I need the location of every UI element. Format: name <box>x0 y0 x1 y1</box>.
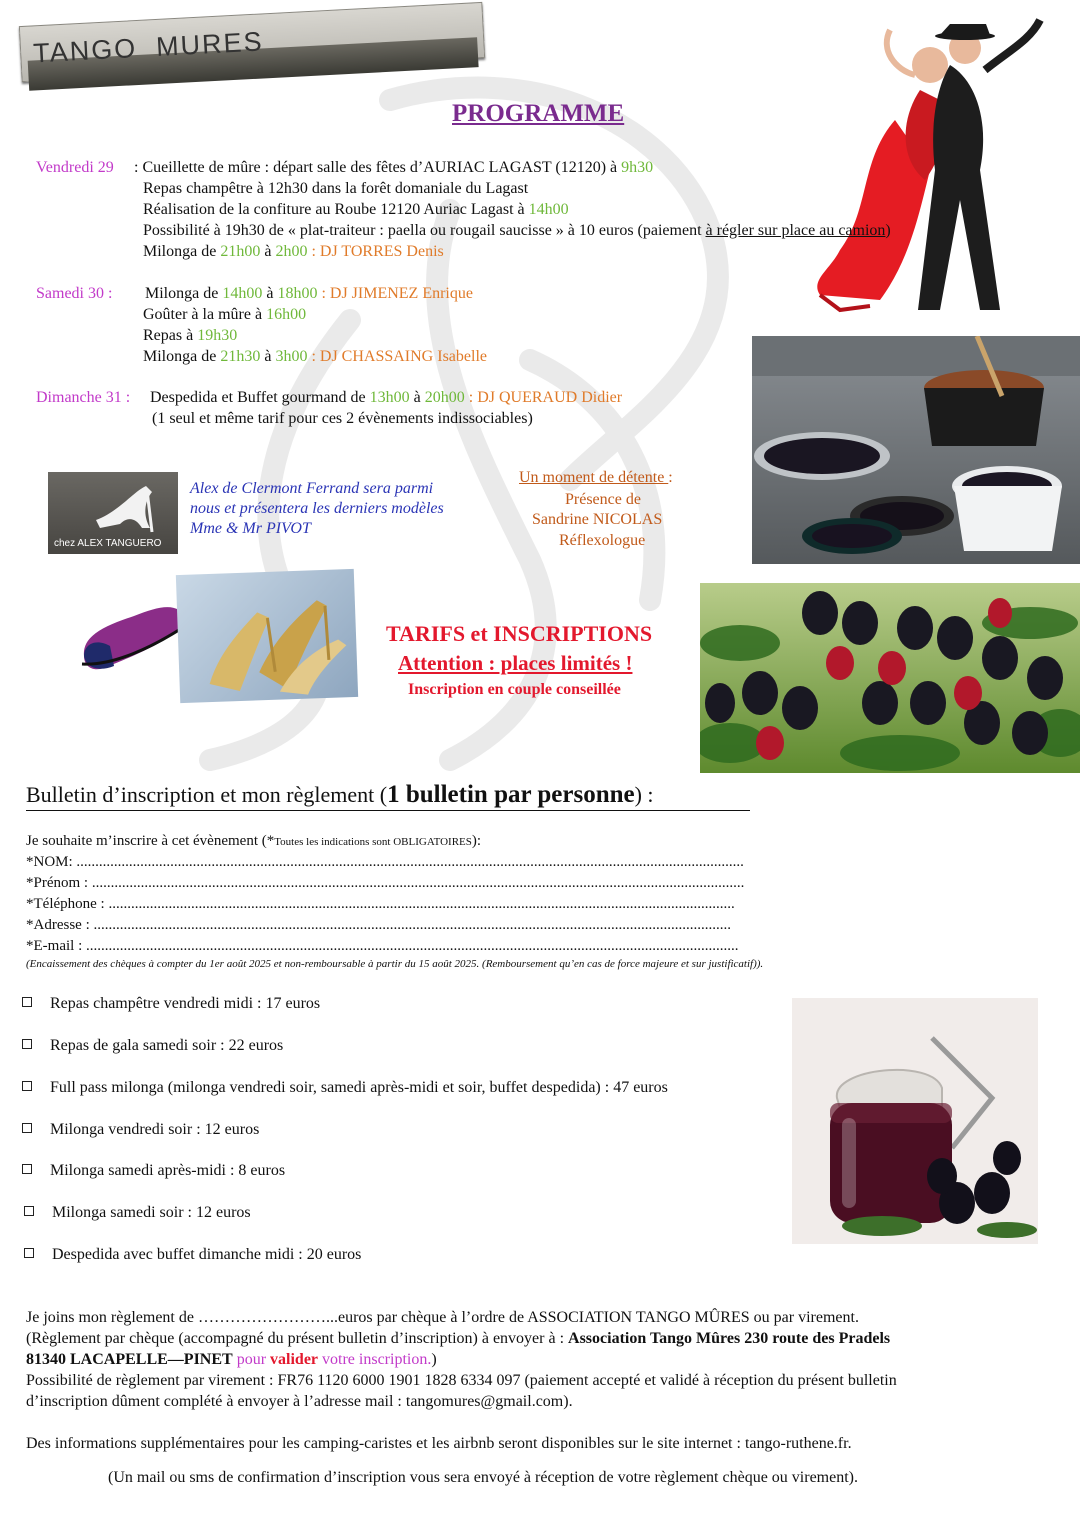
relax-line-3: Réflexologue <box>559 532 646 549</box>
option-repas-gala[interactable]: Repas de gala samedi soir : 22 euros <box>22 1037 283 1055</box>
alex-tanguero-logo <box>48 472 178 554</box>
option-repas-champetre[interactable]: Repas champêtre vendredi midi : 17 euros <box>22 995 320 1013</box>
tarifs-warning: Attention : places limités ! <box>398 651 633 675</box>
blackberries-photo <box>700 583 1080 773</box>
checkbox-icon[interactable] <box>24 1206 34 1216</box>
friday-line-3: Réalisation de la confiture au Roube 12120 Auriac Lagast à 14h00 <box>143 201 569 218</box>
cheque-note: (Encaissement des chèques à compter du 1er août 2025 et non-remboursable à partir du 15 août 2025. (Remboursement qu’en cas de force majeure et sur justificatif)). <box>26 958 764 970</box>
vendor-line-2: nous et présentera les derniers modèles <box>190 500 444 517</box>
vendor-line-3: Mme & Mr PIVOT <box>190 520 311 537</box>
friday-line-2: Repas champêtre à 12h30 dans la forêt domaniale du Lagast <box>143 180 529 197</box>
option-milonga-samedi-am[interactable]: Milonga samedi après-midi : 8 euros <box>22 1162 285 1180</box>
saturday-line-4: Milonga de 21h30 à 3h00 : DJ CHASSAING Isabelle <box>143 348 487 365</box>
option-milonga-vendredi[interactable]: Milonga vendredi soir : 12 euros <box>22 1121 259 1139</box>
bulletin-heading-underline <box>26 810 750 811</box>
saturday-line-2: Goûter à la mûre à 16h00 <box>143 306 307 323</box>
checkbox-icon[interactable] <box>22 1081 32 1091</box>
saturday-line-3: Repas à 19h30 <box>143 327 238 344</box>
adresse-field[interactable]: *Adresse : .......................................................................................................................................................................... <box>26 917 731 933</box>
payment-line-1: Je joins mon règlement de ……………………...euros par chèque à l’ordre de ASSOCIATION TANGO MÛRES ou par virement. <box>26 1309 859 1326</box>
option-despedida[interactable]: Despedida avec buffet dimanche midi : 20 euros <box>24 1246 361 1264</box>
payment-line-5: d’inscription dûment complété à envoyer à l’adresse mail : tangomures@gmail.com). <box>26 1393 573 1410</box>
email-field[interactable]: *E-mail : .............................................................................................................................................................................. <box>26 938 739 954</box>
bulletin-heading: Bulletin d’inscription et mon règlement (1 bulletin par personne) : <box>26 781 654 808</box>
jam-cooking-photo <box>752 336 1080 564</box>
sunday-line-2: (1 seul et même tarif pour ces 2 évènements indissociables) <box>152 410 533 427</box>
checkbox-icon[interactable] <box>22 1164 32 1174</box>
saturday-line-1: Milonga de 14h00 à 18h00 : DJ JIMENEZ Enrique <box>145 285 473 302</box>
payment-line-2: (Règlement par chèque (accompagné du présent bulletin d’inscription) à envoyer à : Association Tango Mûres 230 route des Pradels <box>26 1330 891 1347</box>
payment-line-4: Possibilité de règlement par virement : FR76 1120 6000 1901 1828 6334 097 (paiement accepté et validé à réception du présent bulletin <box>26 1372 897 1389</box>
sunday-line-1: Despedida et Buffet gourmand de 13h00 à 20h00 : DJ QUERAUD Didier <box>150 389 623 406</box>
tarifs-advice: Inscription en couple conseillée <box>408 681 621 698</box>
checkbox-icon[interactable] <box>22 1123 32 1133</box>
tango-mures-logo: TANGO MURES <box>19 2 485 82</box>
blue-purple-shoe-image <box>74 586 186 676</box>
jam-jar-photo <box>792 998 1038 1244</box>
sunday-day: Dimanche 31 : <box>36 389 131 406</box>
relax-line-1: Présence de <box>565 491 641 508</box>
option-full-pass[interactable]: Full pass milonga (milonga vendredi soir, samedi après-midi et soir, buffet despedida) : 47 euros <box>22 1079 668 1097</box>
relax-line-2: Sandrine NICOLAS <box>532 511 663 528</box>
vendor-line-1: Alex de Clermont Ferrand sera parmi <box>190 480 434 497</box>
payment-line-3: 81340 LACAPELLE—PINET pour valider votre inscription.) <box>26 1351 437 1368</box>
friday-line-1: : Cueillette de mûre : départ salle des fêtes d’AURIAC LAGAST (12120) à 9h30 <box>134 159 654 176</box>
info-line: Des informations supplémentaires pour les camping-caristes et les airbnb seront disponibles sur le site internet : tango-ruthene.fr. <box>26 1435 852 1452</box>
relax-title: Un moment de détente : <box>519 469 673 486</box>
checkbox-icon[interactable] <box>22 1039 32 1049</box>
saturday-day: Samedi 30 : <box>36 285 113 302</box>
bulletin-intro: Je souhaite m’inscrire à cet évènement (*Toutes les indications sont OBLIGATOIRES): <box>26 833 482 849</box>
confirmation-line: (Un mail ou sms de confirmation d’inscription vous sera envoyé à réception de votre règlement chèque ou virement). <box>108 1469 858 1486</box>
checkbox-icon[interactable] <box>24 1248 34 1258</box>
friday-day: Vendredi 29 <box>36 159 114 176</box>
checkbox-icon[interactable] <box>22 997 32 1007</box>
prenom-field[interactable]: *Prénom : .............................................................................................................................................................................. <box>26 875 745 891</box>
nom-field[interactable]: *NOM: .................................................................................................................................................................................. <box>26 854 744 870</box>
friday-line-4: Possibilité à 19h30 de « plat-traiteur : paella ou rougail saucisse » à 10 euros (paiement à régler sur place au camion) <box>143 222 891 239</box>
tango-dancers-image <box>800 10 1060 315</box>
gold-sandals-image <box>176 569 358 703</box>
option-milonga-samedi-soir[interactable]: Milonga samedi soir : 12 euros <box>24 1204 251 1222</box>
friday-line-5: Milonga de 21h00 à 2h00 : DJ TORRES Denis <box>143 243 444 260</box>
tarifs-title: TARIFS et INSCRIPTIONS <box>386 621 653 646</box>
page-title: PROGRAMME <box>452 100 625 127</box>
telephone-field[interactable]: *Téléphone : ....................................................................................................................................................................... <box>26 896 735 912</box>
alex-tanguero-logo-text: chez ALEX TANGUERO <box>54 538 162 549</box>
